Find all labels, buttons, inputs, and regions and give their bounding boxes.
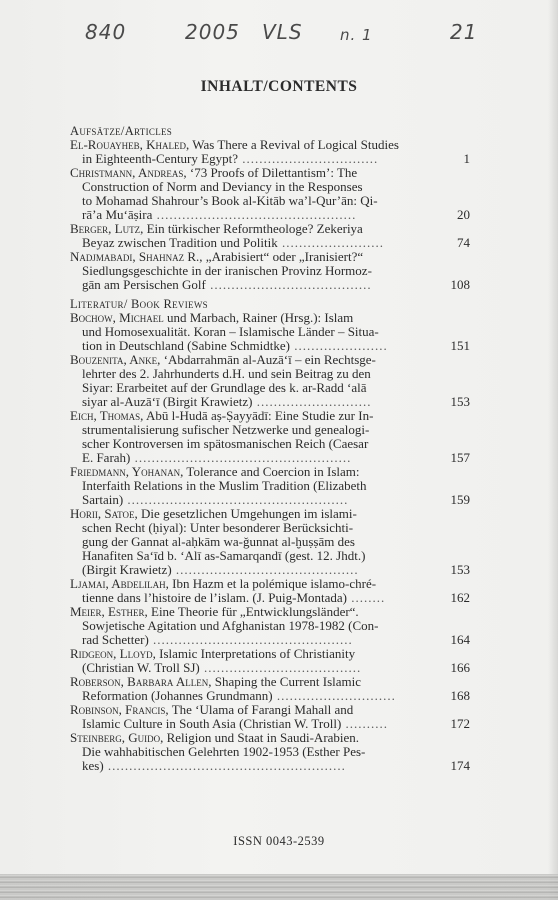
- entry-line: Religion und Staat in Saudi-Arabien.: [166, 730, 360, 745]
- entry-line: Siedlungsgeschichte in der iranischen Provinz Hormoz-: [82, 263, 372, 278]
- entry-author: Nadjmabadi, Shahnaz R.,: [70, 249, 203, 264]
- entry-page-number: 168: [450, 688, 470, 703]
- entry-line: gān am Persischen Golf ......................................: [82, 278, 372, 292]
- leader-dots: ........................................................: [103, 759, 346, 773]
- spine-shadow: [548, 0, 558, 900]
- articles-entry: [70, 222, 470, 250]
- reviews-section: [70, 297, 470, 773]
- entry-line: und Homosexualität. Koran – Islamische Länder – Situa-: [82, 324, 379, 339]
- entry-line: Hanafiten Sa‘īd b. ‘Alī as-Samarqandī (gest. 12. Jhdt.): [82, 548, 366, 563]
- entry-line: Construction of Norm and Deviancy in the Responses: [82, 179, 363, 194]
- entry-author: Eich, Thomas,: [70, 408, 144, 423]
- leader-dots: ...................................................: [130, 451, 352, 465]
- entry-line: Eine Theorie für „Entwicklungsländer“.: [151, 604, 359, 619]
- entry-line: Ibn Hazm et la polémique islamo-chré-: [172, 576, 377, 591]
- articles-entry: [70, 166, 470, 222]
- entry-line: scher Kontroversen im spätosmanischen Reich (Caesar: [82, 436, 369, 451]
- entry-line: „Arabisiert“ oder „Iranisiert?“: [205, 249, 364, 264]
- entry-author: Robinson, Francis,: [70, 702, 169, 717]
- entry-text: [70, 465, 470, 507]
- entry-line: tion in Deutschland (Sabine Schmidtke) ......................: [82, 339, 388, 353]
- entry-author: Meier, Esther,: [70, 604, 148, 619]
- entry-line: Islamic Interpretations of Christianity: [159, 646, 356, 661]
- page-title: INHALT/CONTENTS: [200, 78, 358, 95]
- entry-text: [70, 409, 470, 465]
- articles-entry: [70, 250, 470, 292]
- leader-dots: ............................: [272, 689, 396, 703]
- entry-page-number: 159: [450, 492, 470, 507]
- entry-line: lehrter des 2. Jahrhunderts d.H. und sein Beitrag zu den: [82, 366, 371, 381]
- leader-dots: ......................: [289, 339, 388, 353]
- handwritten-note-5: 21: [450, 20, 478, 44]
- entry-text: [70, 138, 470, 166]
- entry-author: Friedmann, Yohanan,: [70, 464, 184, 479]
- entry-author: Roberson, Barbara Allen,: [70, 674, 212, 689]
- entry-text: [70, 222, 470, 250]
- entry-text: [70, 250, 470, 292]
- reviews-entry: [70, 703, 470, 731]
- entry-author: Bochow, Michael: [70, 310, 164, 325]
- entry-page-number: 157: [450, 450, 470, 465]
- entry-line: strumentalisierung sufischer Netzwerke und genealogi-: [82, 422, 370, 437]
- handwritten-note-4: n. 1: [340, 26, 373, 44]
- scan-edge: [0, 874, 558, 900]
- entry-line: The ‘Ulama of Farangi Mahall and: [171, 702, 354, 717]
- entry-text: [70, 731, 470, 773]
- entry-page-number: 166: [450, 660, 470, 675]
- reviews-entry: [70, 465, 470, 507]
- leader-dots: ......................................: [205, 278, 372, 292]
- leader-dots: ....................................................: [123, 493, 349, 507]
- entry-line: Die gesetzlichen Umgehungen im islami-: [140, 506, 357, 521]
- handwritten-note-1: 840: [85, 20, 127, 44]
- issn-number: ISSN 0043-2539: [233, 834, 325, 848]
- entry-author: Steinberg, Guido,: [70, 730, 164, 745]
- entry-line: Sowjetische Agitation und Afghanistan 1978-1982 (Con-: [82, 618, 379, 633]
- entry-line: ‘Abdarrahmān al-Auzā‘ī – ein Rechtsge-: [163, 352, 376, 367]
- handwritten-note-2: 2005: [185, 20, 240, 44]
- entry-line: Reformation (Johannes Grundmann) ............................: [82, 689, 396, 703]
- entry-line: Die wahhabitischen Gelehrten 1902-1953 (Esther Pes-: [82, 744, 366, 759]
- entry-line: rad Schetter) ...............................................: [82, 633, 353, 647]
- reviews-entry: [70, 675, 470, 703]
- reviews-entry: [70, 409, 470, 465]
- entry-line: Ein türkischer Reformtheologe? Zekeriya: [146, 221, 363, 236]
- articles-heading: Aufsätze/Articles: [70, 124, 173, 138]
- articles-section: [70, 124, 470, 292]
- entry-text: [70, 675, 470, 703]
- entry-author: El-Rouayheb, Khaled,: [70, 137, 190, 152]
- entry-line: Interfaith Relations in the Muslim Tradition (Elizabeth: [82, 478, 367, 493]
- entry-author: Horii, Satoe,: [70, 506, 138, 521]
- entry-text: [70, 311, 470, 353]
- entry-page-number: 162: [450, 590, 470, 605]
- entry-page-number: 153: [450, 394, 470, 409]
- entry-line: Siyar: Erarbeitet auf der Grundlage des k. ar-Radd ‘alā: [82, 380, 367, 395]
- entry-page-number: 20: [457, 207, 470, 222]
- reviews-entry: [70, 353, 470, 409]
- entry-line: und Marbach, Rainer (Hrsg.): Islam: [166, 310, 354, 325]
- entry-author: Berger, Lutz,: [70, 221, 144, 236]
- entry-line: gung der Gannat al-aḥkām wa-ǧunnat al-ḫuṣṣām des: [82, 534, 355, 549]
- entry-page-number: 74: [457, 235, 470, 250]
- entry-text: [70, 647, 470, 675]
- entry-line: Islamic Culture in South Asia (Christian W. Troll) ..........: [82, 717, 389, 731]
- handwritten-note-3: VLS: [262, 20, 303, 44]
- entry-line: to Mohamad Shahrour’s Book al-Kitāb wa’l-Qur’ān: Qi-: [82, 193, 378, 208]
- entry-line: Was There a Revival of Logical Studies: [192, 137, 399, 152]
- entry-line: siyar al-Auzā‘ī (Birgit Krawietz) ...........................: [82, 395, 372, 409]
- leader-dots: ................................: [237, 152, 379, 166]
- reviews-heading: Literatur/ Book Reviews: [70, 297, 208, 311]
- reviews-entry: [70, 577, 470, 605]
- entry-author: Christmann, Andreas,: [70, 165, 187, 180]
- entry-text: [70, 507, 470, 577]
- leader-dots: ...............................................: [152, 208, 357, 222]
- reviews-entry: [70, 605, 470, 647]
- entry-page-number: 151: [450, 338, 470, 353]
- entry-line: kes) ........................................................: [82, 759, 346, 773]
- leader-dots: .....................................: [199, 661, 362, 675]
- leader-dots: ..........: [341, 717, 389, 731]
- entry-text: [70, 577, 470, 605]
- leader-dots: ........: [347, 591, 386, 605]
- entry-line: Tolerance and Coercion in Islam:: [186, 464, 360, 479]
- reviews-entry: [70, 731, 470, 773]
- entry-line: (Christian W. Troll SJ) .....................................: [82, 661, 362, 675]
- entry-author: Ridgeon, Lloyd,: [70, 646, 156, 661]
- reviews-entry: [70, 311, 470, 353]
- entry-line: E. Farah) ...................................................: [82, 451, 352, 465]
- entry-line: in Eighteenth-Century Egypt? ................................: [82, 152, 379, 166]
- entry-page-number: 108: [450, 277, 470, 292]
- entry-line: Shaping the Current Islamic: [214, 674, 361, 689]
- leader-dots: ...........................................: [171, 563, 359, 577]
- articles-entry: [70, 138, 470, 166]
- leader-dots: ...............................................: [148, 633, 353, 647]
- entry-line: rā’a Mu‘āṣira ...............................................: [82, 208, 357, 222]
- entry-line: schen Recht (ḥiyal): Unter besonderer Berücksichti-: [82, 520, 354, 535]
- entry-line: (Birgit Krawietz) ...........................................: [82, 563, 359, 577]
- entry-text: [70, 703, 470, 731]
- entry-author: Bouzenita, Anke,: [70, 352, 161, 367]
- reviews-entry: [70, 507, 470, 577]
- entry-page-number: 174: [450, 758, 470, 773]
- entry-page-number: 172: [450, 716, 470, 731]
- leader-dots: ...........................: [252, 395, 372, 409]
- entry-line: Abū l-Hudā aṣ-Ṣayyādī: Eine Studie zur In-: [145, 408, 374, 423]
- entry-text: [70, 166, 470, 222]
- reviews-entry: [70, 647, 470, 675]
- leader-dots: ........................: [277, 236, 384, 250]
- entry-line: tienne dans l’histoire de l’islam. (J. Puig-Montada) ........: [82, 591, 386, 605]
- entry-author: Ljamai, Abdelilah,: [70, 576, 169, 591]
- entry-page-number: 164: [450, 632, 470, 647]
- entry-text: [70, 605, 470, 647]
- entry-page-number: 153: [450, 562, 470, 577]
- entry-page-number: 1: [463, 151, 470, 166]
- entry-line: Beyaz zwischen Tradition und Politik ........................: [82, 236, 384, 250]
- entry-text: [70, 353, 470, 409]
- entry-line: Sartain) ....................................................: [82, 493, 349, 507]
- entry-line: ‘73 Proofs of Dilettantism’: The: [189, 165, 358, 180]
